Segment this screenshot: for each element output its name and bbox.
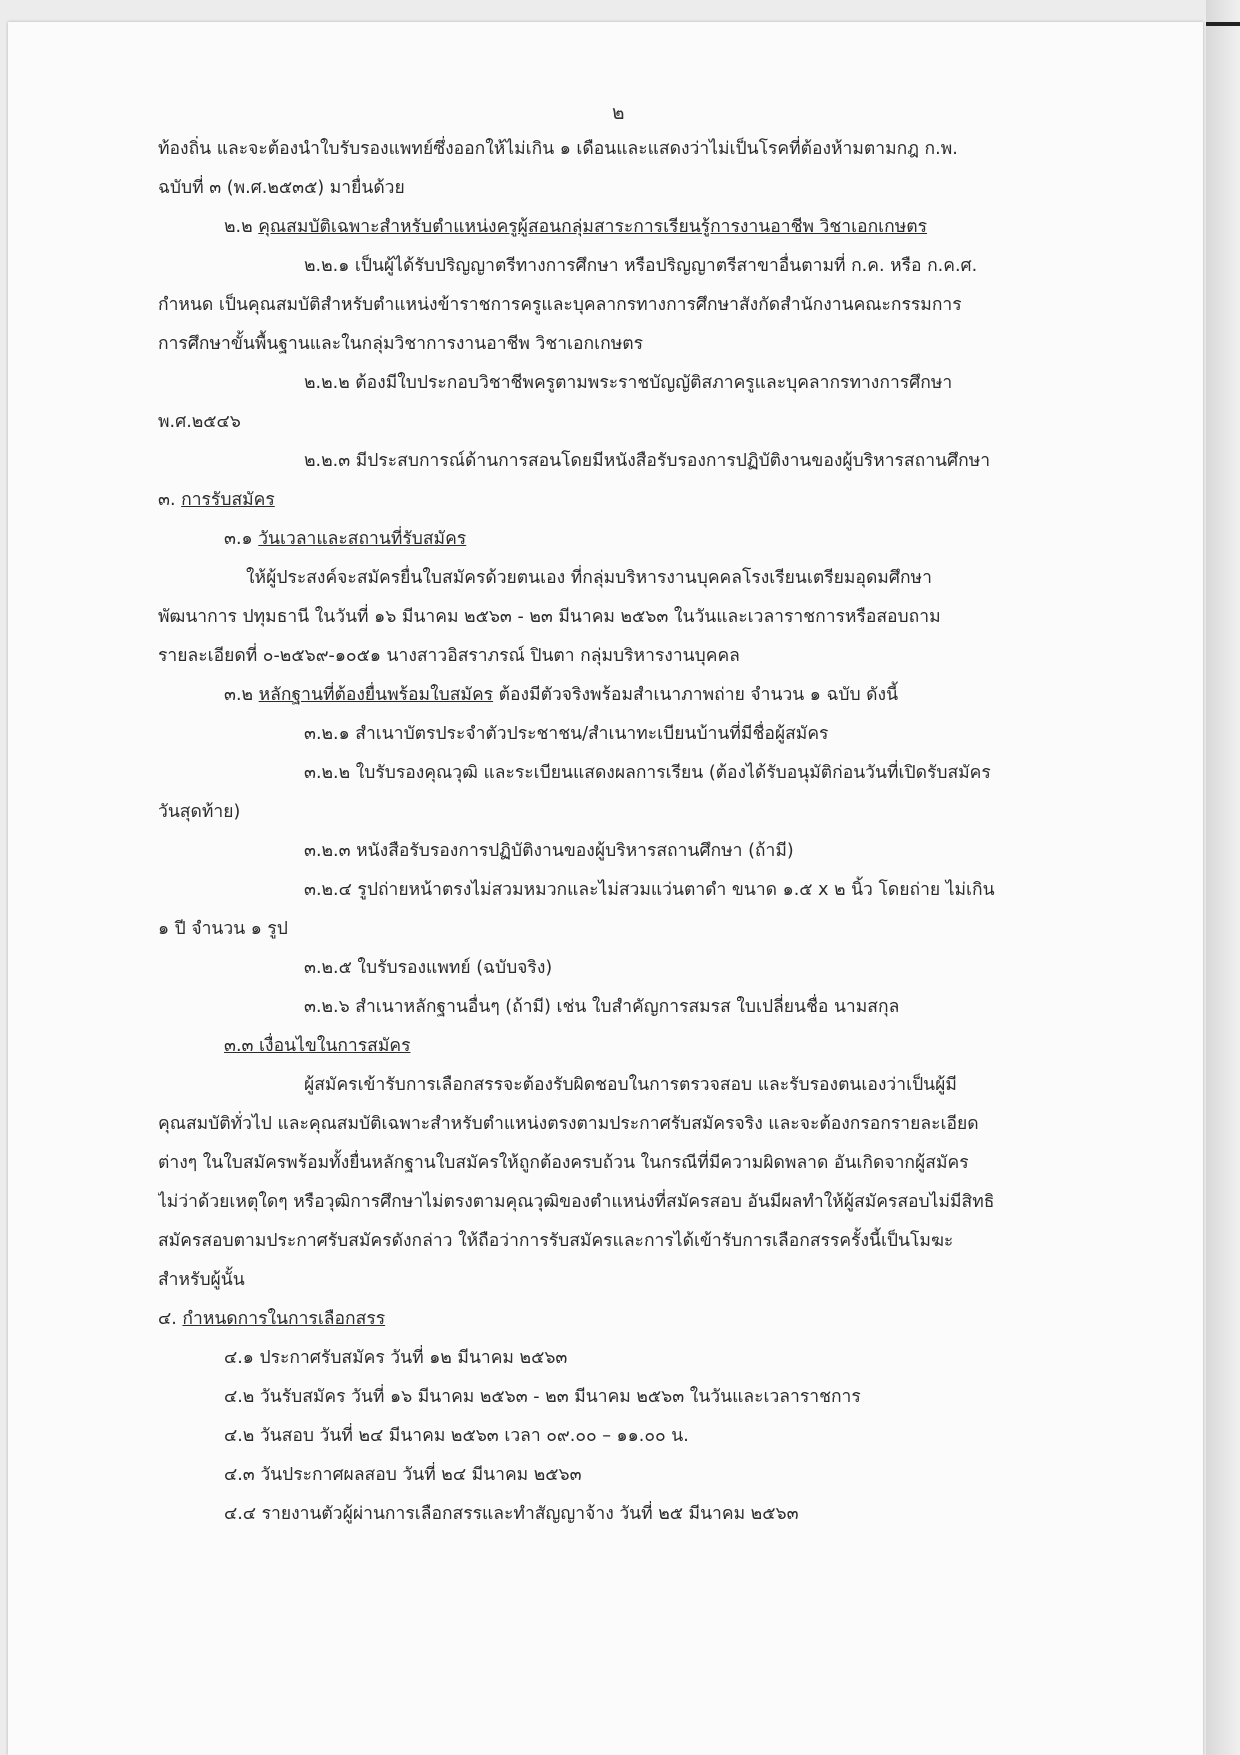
body-line: รายละเอียดที่ ๐-๒๕๖๙-๑๐๕๑ นางสาวอิสราภรณ์ ปินตา กลุ่มบริหารงานบุคคล bbox=[158, 646, 740, 666]
body-line: ๒.๒.๑ เป็นผู้ได้รับปริญญาตรีทางการศึกษา หรือปริญญาตรีสาขาอื่นตามที่ ก.ค. หรือ ก.ค.ศ. bbox=[304, 256, 978, 276]
section-number: ๓.๒ bbox=[224, 685, 254, 705]
body-line: ๑ ปี จำนวน ๑ รูป bbox=[158, 919, 288, 939]
section-heading: ๓.๓ เงื่อนไขในการสมัคร bbox=[224, 1036, 411, 1056]
body-line: สมัครสอบตามประกาศรับสมัครดังกล่าว ให้ถือว่าการรับสมัครและการได้เข้ารับการเลือกสรรครั้งนี้เป็นโมฆะ bbox=[158, 1231, 954, 1251]
document-body bbox=[158, 130, 1058, 1534]
body-line: วันสุดท้าย) bbox=[158, 802, 241, 822]
body-line: ต่างๆ ในใบสมัครพร้อมทั้งยื่นหลักฐานใบสมัครให้ถูกต้องครบถ้วน ในกรณีที่มีความผิดพลาด อันเกิดจากผู้สมัคร bbox=[158, 1153, 969, 1173]
section-title: วันเวลาและสถานที่รับสมัคร bbox=[258, 529, 467, 549]
body-line: ๓.๒.๑ สำเนาบัตรประจำตัวประชาชน/สำเนาทะเบียนบ้านที่มีชื่อผู้สมัคร bbox=[304, 724, 829, 744]
schedule-item: ๔.๒ วันรับสมัคร วันที่ ๑๖ มีนาคม ๒๕๖๓ - ๒๓ มีนาคม ๒๕๖๓ ในวันและเวลาราชการ bbox=[224, 1387, 861, 1407]
section-heading bbox=[158, 1300, 1058, 1339]
body-line: ๓.๒.๔ รูปถ่ายหน้าตรงไม่สวมหมวกและไม่สวมแว่นตาดำ ขนาด ๑.๕ x ๒ นิ้ว โดยถ่าย ไม่เกิน bbox=[304, 880, 995, 900]
body-line: พัฒนาการ ปทุมธานี ในวันที่ ๑๖ มีนาคม ๒๕๖๓ - ๒๓ มีนาคม ๒๕๖๓ ในวันและเวลาราชการหรือสอบถาม bbox=[158, 607, 941, 627]
body-line: พ.ศ.๒๕๔๖ bbox=[158, 412, 241, 432]
section-title: การรับสมัคร bbox=[181, 490, 275, 510]
body-line: ๓.๒.๕ ใบรับรองแพทย์ (ฉบับจริง) bbox=[304, 958, 553, 978]
page-edge-shadow bbox=[1206, 0, 1240, 1755]
section-number: ๓. bbox=[158, 490, 176, 510]
page-edge-mark bbox=[1206, 22, 1240, 26]
body-line: คุณสมบัติทั่วไป และคุณสมบัติเฉพาะสำหรับตำแหน่งตรงตามประกาศรับสมัครจริง และจะต้องกรอกรายละเอียด bbox=[158, 1114, 979, 1134]
body-line: ๓.๒.๒ ใบรับรองคุณวุฒิ และระเบียนแสดงผลการเรียน (ต้องได้รับอนุมัติก่อนวันที่เปิดรับสมัคร bbox=[304, 763, 991, 783]
body-line: ๓.๒.๖ สำเนาหลักฐานอื่นๆ (ถ้ามี) เช่น ใบสำคัญการสมรส ใบเปลี่ยนชื่อ นามสกุล bbox=[304, 997, 900, 1017]
body-line: ฉบับที่ ๓ (พ.ศ.๒๕๓๕) มายื่นด้วย bbox=[158, 178, 405, 198]
body-line: ไม่ว่าด้วยเหตุใดๆ หรือวุฒิการศึกษาไม่ตรงตามคุณวุฒิของตำแหน่งที่สมัครสอบ อันมีผลทำให้ผู้สมัครสอบไม่มีสิทธิ bbox=[158, 1192, 995, 1212]
section-title: คุณสมบัติเฉพาะสำหรับตำแหน่งครูผู้สอนกลุ่มสาระการเรียนรู้การงานอาชีพ วิชาเอกเกษตร bbox=[258, 217, 928, 237]
section-title: กำหนดการในการเลือกสรร bbox=[182, 1309, 386, 1329]
schedule-item: ๔.๑ ประกาศรับสมัคร วันที่ ๑๒ มีนาคม ๒๕๖๓ bbox=[224, 1348, 568, 1368]
section-heading bbox=[158, 481, 1058, 520]
section-title: หลักฐานที่ต้องยื่นพร้อมใบสมัคร bbox=[258, 685, 494, 705]
body-line: ๓.๒.๓ หนังสือรับรองการปฏิบัติงานของผู้บริหารสถานศึกษา (ถ้ามี) bbox=[304, 841, 794, 861]
section-number: ๔. bbox=[158, 1309, 177, 1329]
body-line: การศึกษาขั้นพื้นฐานและในกลุ่มวิชาการงานอาชีพ วิชาเอกเกษตร bbox=[158, 334, 644, 354]
page-number: ๒ bbox=[612, 102, 625, 124]
body-line: ให้ผู้ประสงค์จะสมัครยื่นใบสมัครด้วยตนเอง ที่กลุ่มบริหารงานบุคคลโรงเรียนเตรียมอุดมศึกษา bbox=[246, 568, 932, 588]
section-description: ต้องมีตัวจริงพร้อมสำเนาภาพถ่าย จำนวน ๑ ฉบับ ดังนี้ bbox=[498, 685, 899, 705]
schedule-item: ๔.๓ วันประกาศผลสอบ วันที่ ๒๔ มีนาคม ๒๕๖๓ bbox=[224, 1465, 582, 1485]
schedule-item: ๔.๔ รายงานตัวผู้ผ่านการเลือกสรรและทำสัญญาจ้าง วันที่ ๒๕ มีนาคม ๒๕๖๓ bbox=[224, 1504, 799, 1524]
body-line: ผู้สมัครเข้ารับการเลือกสรรจะต้องรับผิดชอบในการตรวจสอบ และรับรองตนเองว่าเป็นผู้มี bbox=[304, 1075, 957, 1095]
section-number: ๒.๒ bbox=[224, 217, 253, 237]
body-line: ๒.๒.๓ มีประสบการณ์ด้านการสอนโดยมีหนังสือรับรองการปฏิบัติงานของผู้บริหารสถานศึกษา bbox=[304, 451, 991, 471]
section-heading bbox=[158, 676, 1058, 715]
body-line: สำหรับผู้นั้น bbox=[158, 1270, 245, 1290]
section-heading bbox=[158, 208, 1058, 247]
section-heading bbox=[158, 520, 1058, 559]
section-number: ๓.๑ bbox=[224, 529, 253, 549]
body-line: กำหนด เป็นคุณสมบัติสำหรับตำแหน่งข้าราชการครูและบุคลากรทางการศึกษาสังกัดสำนักงานคณะกรรมการ bbox=[158, 295, 962, 315]
schedule-item: ๔.๒ วันสอบ วันที่ ๒๔ มีนาคม ๒๕๖๓ เวลา ๐๙.๐๐ – ๑๑.๐๐ น. bbox=[224, 1426, 689, 1446]
body-line: ๒.๒.๒ ต้องมีใบประกอบวิชาชีพครูตามพระราชบัญญัติสภาครูและบุคลากรทางการศึกษา bbox=[304, 373, 953, 393]
body-line: ท้องถิ่น และจะต้องนำใบรับรองแพทย์ซึ่งออกให้ไม่เกิน ๑ เดือนและแสดงว่าไม่เป็นโรคที่ต้องห้ามตามกฎ ก.พ. bbox=[158, 139, 958, 159]
